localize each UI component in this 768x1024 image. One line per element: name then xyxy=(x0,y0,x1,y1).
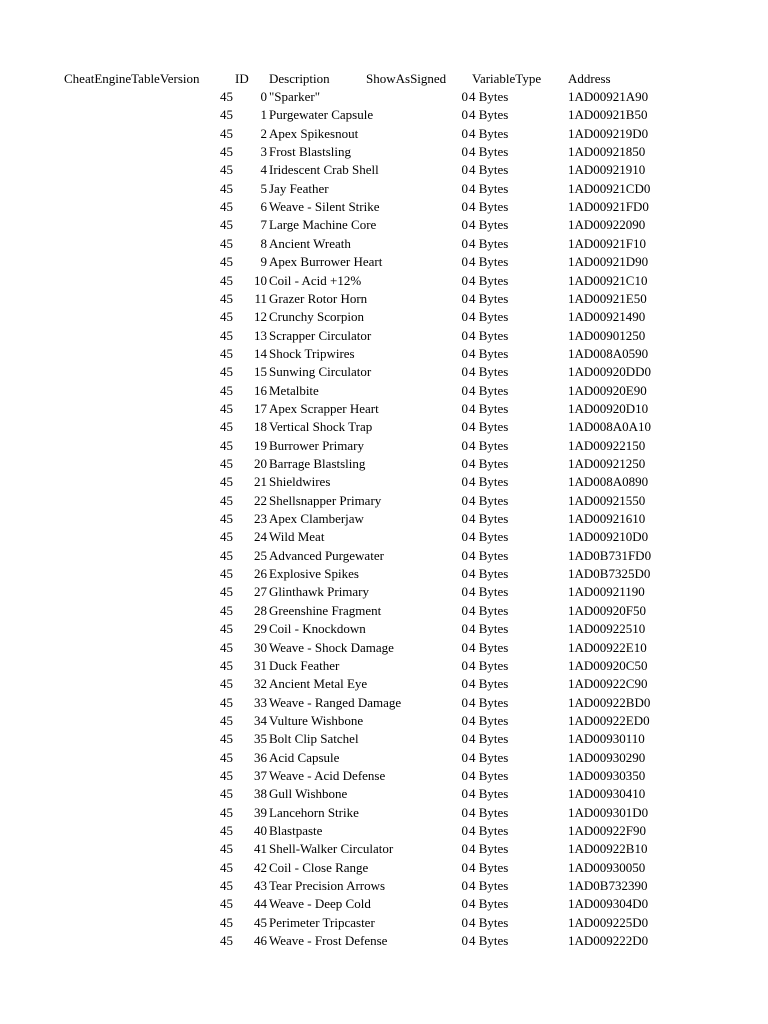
cell-description: Large Machine Core xyxy=(269,217,377,233)
cell-variable-type: 4 Bytes xyxy=(469,125,509,141)
cell-id: 8 xyxy=(260,235,267,251)
cell-version: 45 xyxy=(220,364,233,380)
cell-version: 45 xyxy=(220,345,233,361)
cell-address: 1AD00921190 xyxy=(568,584,645,600)
cell-description: Perimeter Tripcaster xyxy=(269,914,375,930)
cell-show-as-signed: 0 xyxy=(461,400,468,416)
cell-show-as-signed: 0 xyxy=(461,767,468,783)
cell-show-as-signed: 0 xyxy=(461,584,468,600)
cell-description: Shock Tripwires xyxy=(269,345,355,361)
cell-variable-type: 4 Bytes xyxy=(469,694,509,710)
cell-variable-type: 4 Bytes xyxy=(469,878,509,894)
cell-variable-type: 4 Bytes xyxy=(469,162,509,178)
cell-address: 1AD00922090 xyxy=(568,217,646,233)
cell-description: Barrage Blastsling xyxy=(269,456,366,471)
cell-address: 1AD00921D90 xyxy=(568,254,649,270)
cell-show-as-signed: 0 xyxy=(461,272,468,288)
cell-address: 1AD00920D10 xyxy=(568,400,649,416)
cell-id: 15 xyxy=(254,364,267,380)
cell-id: 2 xyxy=(260,125,267,141)
cell-variable-type: 4 Bytes xyxy=(469,602,509,618)
cell-version: 45 xyxy=(220,694,233,710)
cell-id: 46 xyxy=(254,933,267,949)
cell-id: 25 xyxy=(254,547,267,563)
cell-description: Burrower Primary xyxy=(269,437,364,453)
cell-version: 45 xyxy=(220,254,233,270)
cell-description: Lancehorn Strike xyxy=(269,804,359,820)
cell-address: 1AD00921850 xyxy=(568,144,646,160)
cell-show-as-signed: 0 xyxy=(461,437,468,453)
cell-show-as-signed: 0 xyxy=(461,345,468,361)
cell-address: 1AD00922ED0 xyxy=(568,712,650,728)
cell-version: 45 xyxy=(220,767,233,783)
cell-description: Weave - Silent Strike xyxy=(269,199,380,215)
cell-variable-type: 4 Bytes xyxy=(469,492,509,508)
cell-show-as-signed: 0 xyxy=(461,456,468,471)
cell-id: 16 xyxy=(254,382,267,398)
cell-id: 23 xyxy=(254,511,267,527)
cell-description: Purgewater Capsule xyxy=(269,107,374,123)
cell-address: 1AD009219D0 xyxy=(568,125,649,141)
cell-variable-type: 4 Bytes xyxy=(469,107,509,123)
cell-show-as-signed: 0 xyxy=(461,602,468,618)
cell-description: Wild Meat xyxy=(269,529,325,545)
cell-variable-type: 4 Bytes xyxy=(469,199,509,215)
cell-address: 1AD009304D0 xyxy=(568,896,649,912)
cell-address: 1AD00921F10 xyxy=(568,235,647,251)
cell-show-as-signed: 0 xyxy=(461,235,468,251)
cell-version: 45 xyxy=(220,786,233,802)
cell-version: 45 xyxy=(220,382,233,398)
cell-id: 26 xyxy=(254,566,267,582)
cell-address: 1AD00930350 xyxy=(568,767,646,783)
cell-show-as-signed: 0 xyxy=(461,290,468,306)
cell-version: 45 xyxy=(220,162,233,178)
header-id: ID xyxy=(235,71,249,86)
cell-id: 22 xyxy=(254,492,267,508)
cell-address: 1AD00921910 xyxy=(568,162,646,178)
cell-id: 29 xyxy=(254,621,267,637)
cell-version: 45 xyxy=(220,621,233,637)
cell-variable-type: 4 Bytes xyxy=(469,657,509,673)
cell-id: 30 xyxy=(254,639,267,655)
cell-address: 1AD0B731FD0 xyxy=(568,547,652,563)
cell-id: 32 xyxy=(254,676,267,692)
cell-show-as-signed: 0 xyxy=(461,859,468,875)
cell-id: 39 xyxy=(254,804,267,820)
cell-id: 0 xyxy=(260,89,267,104)
cell-address: 1AD00921550 xyxy=(568,492,646,508)
cell-variable-type: 4 Bytes xyxy=(469,235,509,251)
cell-address: 1AD00921CD0 xyxy=(568,180,651,196)
cell-show-as-signed: 0 xyxy=(461,529,468,545)
cell-id: 31 xyxy=(254,657,267,673)
cell-description: Weave - Ranged Damage xyxy=(269,694,402,710)
cell-address: 1AD00921610 xyxy=(568,511,646,527)
cell-id: 4 xyxy=(260,162,267,178)
cell-version: 45 xyxy=(220,217,233,233)
cell-description: Weave - Shock Damage xyxy=(269,639,394,655)
cell-version: 45 xyxy=(220,566,233,582)
cell-show-as-signed: 0 xyxy=(461,419,468,435)
cell-version: 45 xyxy=(220,419,233,435)
cell-variable-type: 4 Bytes xyxy=(469,547,509,563)
cell-version: 45 xyxy=(220,511,233,527)
cell-version: 45 xyxy=(220,602,233,618)
cell-variable-type: 4 Bytes xyxy=(469,364,509,380)
cell-id: 19 xyxy=(254,437,267,453)
cell-variable-type: 4 Bytes xyxy=(469,290,509,306)
cell-version: 45 xyxy=(220,878,233,894)
cell-version: 45 xyxy=(220,859,233,875)
cell-address: 1AD00921E50 xyxy=(568,290,647,306)
cell-address: 1AD00922BD0 xyxy=(568,694,651,710)
cell-variable-type: 4 Bytes xyxy=(469,419,509,435)
cell-version: 45 xyxy=(220,731,233,747)
cell-id: 9 xyxy=(260,254,267,270)
cell-id: 21 xyxy=(254,474,267,490)
cell-show-as-signed: 0 xyxy=(461,144,468,160)
cell-version: 45 xyxy=(220,235,233,251)
cell-show-as-signed: 0 xyxy=(461,364,468,380)
cell-address: 1AD008A0A10 xyxy=(568,419,652,435)
cell-id: 11 xyxy=(254,290,267,306)
cell-show-as-signed: 0 xyxy=(461,749,468,765)
cell-show-as-signed: 0 xyxy=(461,254,468,270)
cell-description: Apex Spikesnout xyxy=(269,125,359,141)
cell-address: 1AD00920C50 xyxy=(568,657,648,673)
cell-description: "Sparker" xyxy=(269,89,321,104)
cell-address: 1AD00922B10 xyxy=(568,841,648,857)
cell-description: Shell-Walker Circulator xyxy=(269,841,394,857)
cell-version: 45 xyxy=(220,474,233,490)
cell-address: 1AD00922E10 xyxy=(568,639,647,655)
cell-id: 10 xyxy=(254,272,267,288)
cell-id: 18 xyxy=(254,419,267,435)
cell-show-as-signed: 0 xyxy=(461,547,468,563)
cell-show-as-signed: 0 xyxy=(461,914,468,930)
cell-variable-type: 4 Bytes xyxy=(469,749,509,765)
header-description: Description xyxy=(269,71,330,86)
cell-id: 3 xyxy=(260,144,267,160)
cell-description: Weave - Deep Cold xyxy=(269,896,371,912)
cell-address: 1AD00930110 xyxy=(568,731,645,747)
cell-variable-type: 4 Bytes xyxy=(469,529,509,545)
cell-variable-type: 4 Bytes xyxy=(469,859,509,875)
cell-id: 7 xyxy=(260,217,267,233)
cell-id: 27 xyxy=(254,584,267,600)
cell-address: 1AD009222D0 xyxy=(568,933,649,949)
cell-description: Metalbite xyxy=(269,382,319,398)
cell-address: 1AD008A0590 xyxy=(568,345,649,361)
cell-show-as-signed: 0 xyxy=(461,382,468,398)
cell-show-as-signed: 0 xyxy=(461,492,468,508)
cell-variable-type: 4 Bytes xyxy=(469,382,509,398)
cell-description: Bolt Clip Satchel xyxy=(269,731,359,747)
cell-version: 45 xyxy=(220,712,233,728)
cell-id: 1 xyxy=(260,107,267,123)
cell-description: Gull Wishbone xyxy=(269,786,348,802)
cell-variable-type: 4 Bytes xyxy=(469,254,509,270)
cell-id: 35 xyxy=(254,731,267,747)
cell-address: 1AD00901250 xyxy=(568,327,646,343)
cell-variable-type: 4 Bytes xyxy=(469,400,509,416)
cell-id: 44 xyxy=(254,896,267,912)
cell-show-as-signed: 0 xyxy=(461,712,468,728)
cell-variable-type: 4 Bytes xyxy=(469,566,509,582)
cell-version: 45 xyxy=(220,107,233,123)
cell-description: Apex Scrapper Heart xyxy=(269,400,379,416)
cell-variable-type: 4 Bytes xyxy=(469,437,509,453)
cell-id: 42 xyxy=(254,859,267,875)
cell-address: 1AD00922510 xyxy=(568,621,646,637)
cell-id: 12 xyxy=(254,309,267,325)
cell-description: Crunchy Scorpion xyxy=(269,309,364,325)
cell-version: 45 xyxy=(220,896,233,912)
cell-description: Scrapper Circulator xyxy=(269,327,372,343)
cell-variable-type: 4 Bytes xyxy=(469,914,509,930)
cell-variable-type: 4 Bytes xyxy=(469,804,509,820)
cell-version: 45 xyxy=(220,804,233,820)
cell-description: Grazer Rotor Horn xyxy=(269,290,368,306)
cell-description: Greenshine Fragment xyxy=(269,602,382,618)
cell-address: 1AD00920DD0 xyxy=(568,364,652,380)
cell-description: Frost Blastsling xyxy=(269,144,351,160)
cell-variable-type: 4 Bytes xyxy=(469,327,509,343)
cell-variable-type: 4 Bytes xyxy=(469,731,509,747)
cell-description: Weave - Frost Defense xyxy=(269,933,388,949)
cell-show-as-signed: 0 xyxy=(461,474,468,490)
cell-show-as-signed: 0 xyxy=(461,639,468,655)
cell-variable-type: 4 Bytes xyxy=(469,217,509,233)
header-address: Address xyxy=(568,71,611,86)
cell-address: 1AD009210D0 xyxy=(568,529,649,545)
cell-address: 1AD00921FD0 xyxy=(568,199,649,215)
cell-variable-type: 4 Bytes xyxy=(469,823,509,838)
cell-variable-type: 4 Bytes xyxy=(469,639,509,655)
cell-show-as-signed: 0 xyxy=(461,878,468,894)
cell-id: 13 xyxy=(254,327,267,343)
cell-version: 45 xyxy=(220,529,233,545)
cell-version: 45 xyxy=(220,456,233,471)
cell-address: 1AD009301D0 xyxy=(568,804,649,820)
cell-show-as-signed: 0 xyxy=(461,676,468,692)
cell-show-as-signed: 0 xyxy=(461,621,468,637)
cell-version: 45 xyxy=(220,272,233,288)
cell-description: Coil - Knockdown xyxy=(269,621,366,637)
cell-description: Tear Precision Arrows xyxy=(269,878,386,894)
cell-address: 1AD0B732390 xyxy=(568,878,648,894)
cell-description: Sunwing Circulator xyxy=(269,364,372,380)
cell-address: 1AD00930050 xyxy=(568,859,646,875)
cell-version: 45 xyxy=(220,657,233,673)
cell-version: 45 xyxy=(220,676,233,692)
cell-variable-type: 4 Bytes xyxy=(469,584,509,600)
cell-address: 1AD00922150 xyxy=(568,437,646,453)
cell-version: 45 xyxy=(220,639,233,655)
cell-address: 1AD00922C90 xyxy=(568,676,648,692)
cell-address: 1AD00921490 xyxy=(568,309,646,325)
cell-id: 6 xyxy=(260,199,267,215)
cell-address: 1AD00921250 xyxy=(568,456,646,471)
cell-version: 45 xyxy=(220,290,233,306)
header-cheat-engine-table-version: CheatEngineTableVersion xyxy=(64,71,200,86)
cell-description: Blastpaste xyxy=(269,823,323,838)
cell-description: Ancient Metal Eye xyxy=(269,676,368,692)
cell-description: Weave - Acid Defense xyxy=(269,767,386,783)
cell-show-as-signed: 0 xyxy=(461,804,468,820)
cell-description: Glinthawk Primary xyxy=(269,584,370,600)
cell-id: 36 xyxy=(254,749,267,765)
cell-variable-type: 4 Bytes xyxy=(469,511,509,527)
cell-variable-type: 4 Bytes xyxy=(469,786,509,802)
cell-variable-type: 4 Bytes xyxy=(469,456,509,471)
cell-id: 28 xyxy=(254,602,267,618)
cell-description: Vulture Wishbone xyxy=(269,712,364,728)
cell-variable-type: 4 Bytes xyxy=(469,767,509,783)
cell-show-as-signed: 0 xyxy=(461,511,468,527)
cell-version: 45 xyxy=(220,749,233,765)
header-show-as-signed: ShowAsSigned xyxy=(366,71,447,86)
cell-id: 38 xyxy=(254,786,267,802)
cell-show-as-signed: 0 xyxy=(461,657,468,673)
cell-address: 1AD009225D0 xyxy=(568,914,649,930)
cell-version: 45 xyxy=(220,823,233,838)
cell-address: 1AD00930290 xyxy=(568,749,646,765)
cell-show-as-signed: 0 xyxy=(461,107,468,123)
cell-description: Explosive Spikes xyxy=(269,566,359,582)
cell-variable-type: 4 Bytes xyxy=(469,180,509,196)
cell-show-as-signed: 0 xyxy=(461,896,468,912)
cell-description: Shieldwires xyxy=(269,474,331,490)
cell-variable-type: 4 Bytes xyxy=(469,144,509,160)
cell-show-as-signed: 0 xyxy=(461,327,468,343)
cell-version: 45 xyxy=(220,841,233,857)
cell-id: 20 xyxy=(254,456,267,471)
cell-description: Shellsnapper Primary xyxy=(269,492,382,508)
cell-description: Advanced Purgewater xyxy=(269,547,384,563)
cell-id: 17 xyxy=(254,400,267,416)
cell-version: 45 xyxy=(220,199,233,215)
cell-variable-type: 4 Bytes xyxy=(469,712,509,728)
cell-variable-type: 4 Bytes xyxy=(469,933,509,949)
cell-show-as-signed: 0 xyxy=(461,823,468,838)
cell-description: Coil - Acid +12% xyxy=(269,272,362,288)
cell-address: 1AD00922F90 xyxy=(568,823,647,838)
cell-description: Apex Burrower Heart xyxy=(269,254,383,270)
cell-show-as-signed: 0 xyxy=(461,694,468,710)
header-variable-type: VariableType xyxy=(472,71,542,86)
cell-id: 37 xyxy=(254,767,267,783)
cell-version: 45 xyxy=(220,914,233,930)
cell-description: Duck Feather xyxy=(269,657,340,673)
cell-id: 5 xyxy=(260,180,267,196)
cell-id: 33 xyxy=(254,694,267,710)
cell-version: 45 xyxy=(220,125,233,141)
cell-description: Acid Capsule xyxy=(269,749,340,765)
cell-variable-type: 4 Bytes xyxy=(469,345,509,361)
cell-address: 1AD0B7325D0 xyxy=(568,566,651,582)
cell-variable-type: 4 Bytes xyxy=(469,89,509,104)
cell-id: 14 xyxy=(254,345,267,361)
cell-id: 45 xyxy=(254,914,267,930)
cell-show-as-signed: 0 xyxy=(461,841,468,857)
cell-address: 1AD00920F50 xyxy=(568,602,647,618)
cell-variable-type: 4 Bytes xyxy=(469,841,509,857)
cell-description: Ancient Wreath xyxy=(269,235,351,251)
cell-version: 45 xyxy=(220,327,233,343)
cell-variable-type: 4 Bytes xyxy=(469,896,509,912)
cell-variable-type: 4 Bytes xyxy=(469,309,509,325)
cell-show-as-signed: 0 xyxy=(461,125,468,141)
cell-show-as-signed: 0 xyxy=(461,217,468,233)
cell-show-as-signed: 0 xyxy=(461,933,468,949)
cell-show-as-signed: 0 xyxy=(461,786,468,802)
cell-show-as-signed: 0 xyxy=(461,180,468,196)
cell-variable-type: 4 Bytes xyxy=(469,272,509,288)
cell-address: 1AD008A0890 xyxy=(568,474,649,490)
cell-version: 45 xyxy=(220,309,233,325)
cell-address: 1AD00921B50 xyxy=(568,107,648,123)
cell-show-as-signed: 0 xyxy=(461,199,468,215)
cell-id: 24 xyxy=(254,529,267,545)
cell-description: Vertical Shock Trap xyxy=(269,419,373,435)
cell-version: 45 xyxy=(220,180,233,196)
cell-version: 45 xyxy=(220,437,233,453)
cell-id: 40 xyxy=(254,823,267,838)
cell-id: 34 xyxy=(254,712,267,728)
cell-version: 45 xyxy=(220,400,233,416)
cell-description: Iridescent Crab Shell xyxy=(269,162,379,178)
cell-id: 41 xyxy=(254,841,267,857)
cell-address: 1AD00921A90 xyxy=(568,89,649,104)
cell-show-as-signed: 0 xyxy=(461,89,468,104)
cell-id: 43 xyxy=(254,878,267,894)
cell-version: 45 xyxy=(220,547,233,563)
cell-show-as-signed: 0 xyxy=(461,731,468,747)
cell-version: 45 xyxy=(220,492,233,508)
cell-show-as-signed: 0 xyxy=(461,309,468,325)
cell-description: Jay Feather xyxy=(269,180,329,196)
cell-version: 45 xyxy=(220,584,233,600)
cell-show-as-signed: 0 xyxy=(461,162,468,178)
cell-version: 45 xyxy=(220,144,233,160)
cell-show-as-signed: 0 xyxy=(461,566,468,582)
cell-address: 1AD00930410 xyxy=(568,786,646,802)
cell-address: 1AD00921C10 xyxy=(568,272,648,288)
cell-variable-type: 4 Bytes xyxy=(469,621,509,637)
cell-variable-type: 4 Bytes xyxy=(469,474,509,490)
cell-description: Apex Clamberjaw xyxy=(269,511,364,527)
cell-address: 1AD00920E90 xyxy=(568,382,647,398)
cell-version: 45 xyxy=(220,933,233,949)
cell-version: 45 xyxy=(220,89,233,104)
cell-variable-type: 4 Bytes xyxy=(469,676,509,692)
cell-description: Coil - Close Range xyxy=(269,859,369,875)
